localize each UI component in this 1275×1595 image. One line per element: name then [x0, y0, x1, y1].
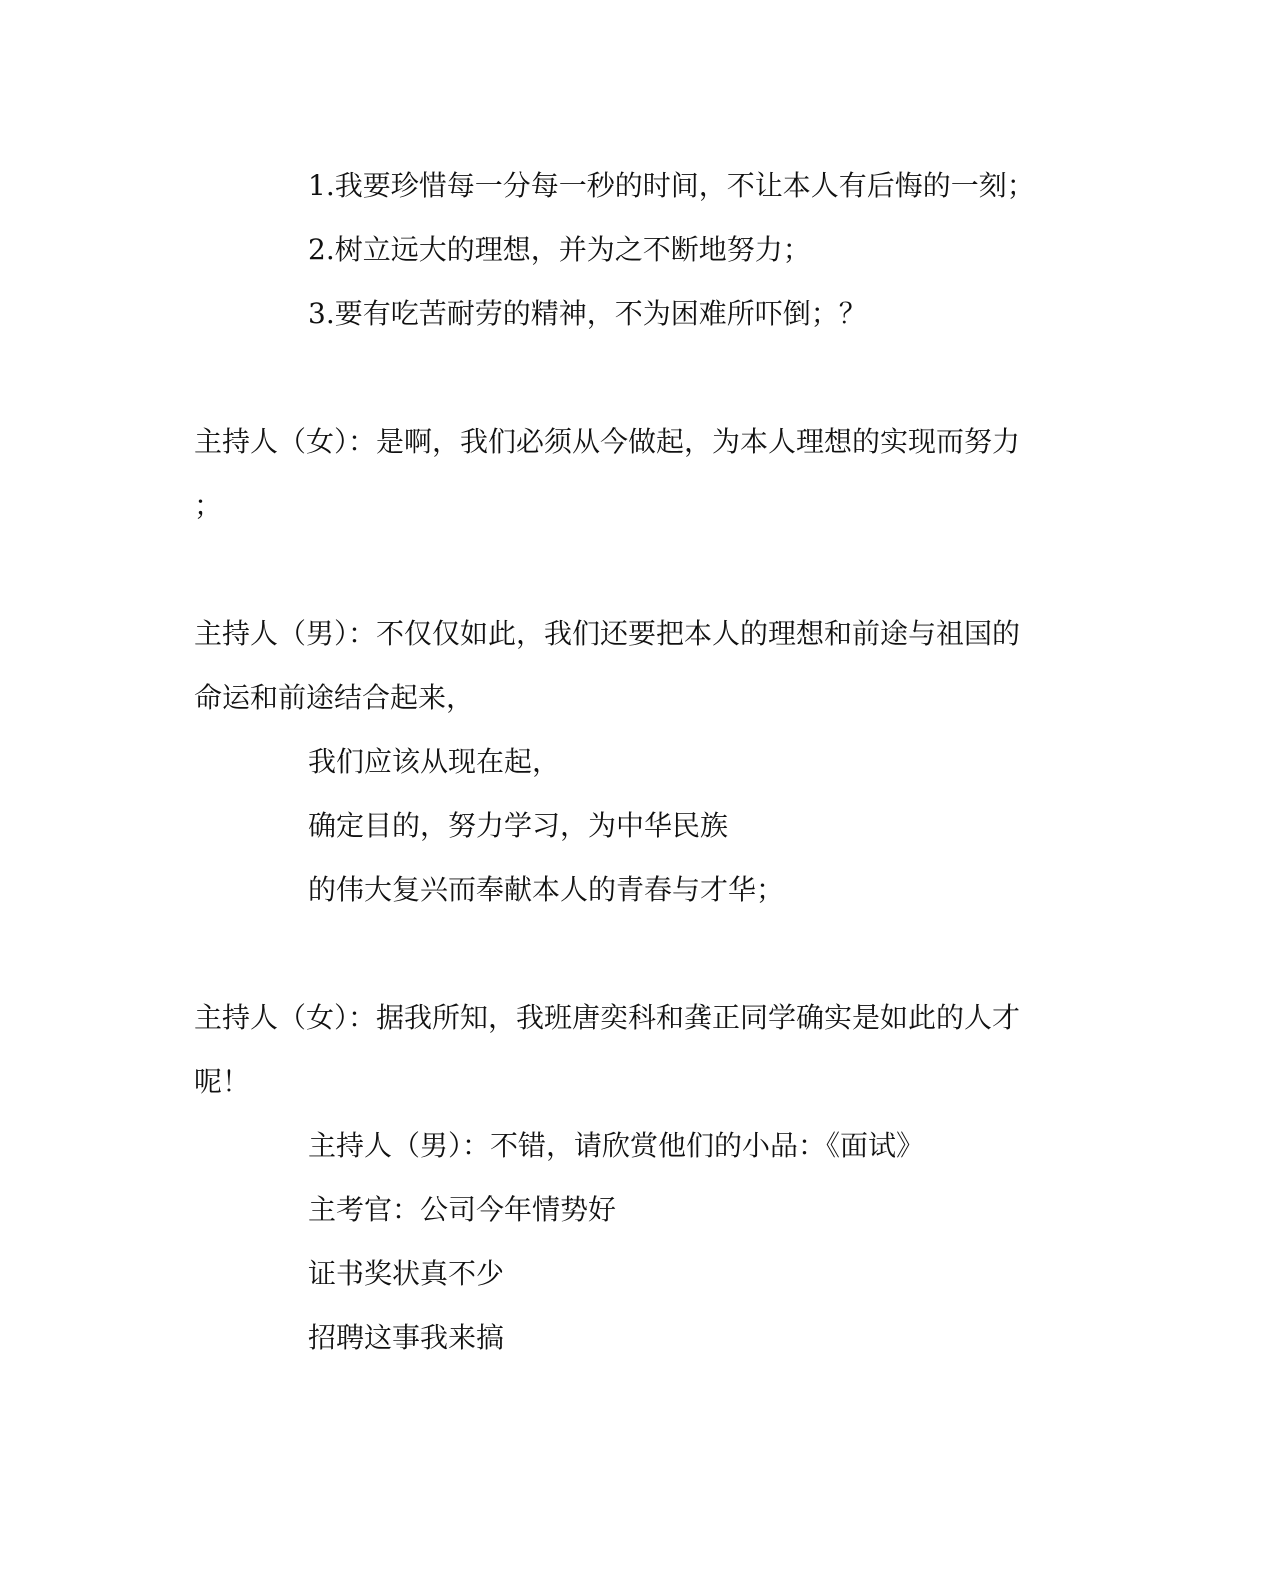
paragraph-line: 的伟大复兴而奉献本人的青春与才华； — [308, 873, 785, 906]
paragraph-line: 主持人（女）：是啊，我们必须从今做起，为本人理想的实现而努力 — [194, 425, 1021, 458]
paragraph-line: 确定目的，努力学习，为中华民族 — [308, 809, 729, 842]
paragraph-line: 招聘这事我来搞 — [308, 1321, 505, 1354]
paragraph-line: 呢！ — [194, 1065, 251, 1098]
paragraph-line: 我们应该从现在起， — [308, 745, 561, 778]
list-item-2: 2.树立远大的理想，并为之不断地努力； — [308, 233, 811, 266]
list-item-3: 3.要有吃苦耐劳的精神，不为困难所吓倒；？ — [308, 297, 867, 330]
paragraph-line: 主考官：公司今年情势好 — [308, 1193, 617, 1226]
paragraph-line: 命运和前途结合起来， — [194, 681, 475, 714]
paragraph-line: 主持人（男）：不仅仅如此，我们还要把本人的理想和前途与祖国的 — [194, 617, 1021, 650]
paragraph-line: ； — [194, 489, 223, 522]
paragraph-line: 证书奖状真不少 — [308, 1257, 505, 1290]
paragraph-line: 主持人（男）：不错，请欣赏他们的小品：《面试》 — [308, 1129, 925, 1162]
list-item-1: 1.我要珍惜每一分每一秒的时间，不让本人有后悔的一刻； — [308, 169, 1035, 202]
paragraph-line: 主持人（女）：据我所知，我班唐奕科和龚正同学确实是如此的人才 — [194, 1001, 1021, 1034]
